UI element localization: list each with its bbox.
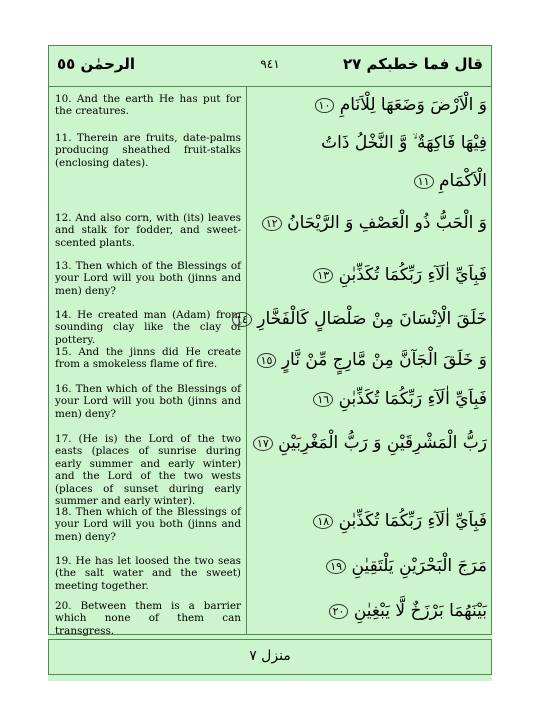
verse-text: فَبِاَيِّ اٰلَآءِ رَبِّكُمَا تُكَذِّبٰنِ	[338, 265, 487, 285]
translation-18: 18. Then which of the Blessings of your Lord will you both (jinns and men) deny?	[55, 506, 241, 543]
column-divider	[246, 87, 247, 634]
verse-text: فِيْهَا فَاكِهَةٌ ۙ وَّ النَّخْلُ ذَاتُ	[321, 133, 487, 153]
verse-number-marker: ١٢	[262, 216, 282, 231]
mushaf-page	[48, 45, 492, 681]
verse-text: فَبِاَيِّ اٰلَآءِ رَبِّكُمَا تُكَذِّبٰنِ	[338, 511, 487, 531]
translation-19: 19. He has let loosed the two seas (the salt water and the sweet) meeting together.	[55, 555, 241, 592]
verse-16	[253, 389, 487, 409]
translation-20: 20. Between them is a barrier which none of them can transgress.	[55, 600, 241, 637]
verse-10	[253, 95, 487, 115]
page-footer	[48, 639, 492, 675]
verses-panel	[48, 87, 492, 635]
verse-15	[253, 350, 487, 370]
verse-12	[253, 213, 487, 233]
translation-10: 10. And the earth He has put for the creatures.	[55, 93, 241, 118]
verse-number-marker: ١٧	[253, 436, 273, 451]
verse-number-marker: ١٦	[313, 392, 333, 407]
verse-20	[253, 601, 487, 621]
verse-number-marker: ١٩	[326, 559, 346, 574]
verse-number-marker: ١٠	[315, 98, 335, 113]
verse-number-marker: ١٤	[232, 312, 252, 327]
verse-text: وَ الْحَبُّ ذُو الْعَصْفِ وَ الرَّيْحَانُ	[287, 213, 487, 233]
verse-13	[253, 265, 487, 285]
verse-text: بَيْنَهُمَا بَرْزَخٌ لَّا يَبْغِيٰنِ	[353, 601, 487, 621]
translation-13: 13. Then which of the Blessings of your Lord will you both (jinns and men) deny?	[55, 260, 241, 297]
verse-text: فَبِاَيِّ اٰلَآءِ رَبِّكُمَا تُكَذِّبٰنِ	[338, 389, 487, 409]
translation-12: 12. And also corn, with (its) leaves and stalk for fodder, and sweet-scented plants.	[55, 212, 241, 249]
verse-17	[253, 433, 487, 453]
verse-text: الْاَكْمَامِ	[438, 171, 487, 191]
translation-11: 11. Therein are fruits, date-palms producing sheathed fruit-stalks (enclosing dates).	[55, 132, 241, 169]
verse-number-marker: ٢٠	[329, 604, 349, 619]
translation-15: 15. And the jinns did He create from a smokeless flame of fire.	[55, 346, 241, 371]
verse-text: مَرَجَ الْبَحْرَيْنِ يَلْتَقِيٰنِ	[351, 556, 487, 576]
verse-11	[253, 133, 487, 153]
verse-text: وَ خَلَقَ الْجَآنَّ مِنْ مَّارِجٍ مِّنْ نَّارٍ	[281, 350, 487, 370]
juz-name: قال فما خطبكم ٢٧	[343, 55, 483, 73]
surah-name: الرحمٰن ٥٥	[57, 55, 136, 73]
verse-number-marker: ١٨	[313, 514, 333, 529]
verse-14	[236, 309, 487, 329]
verse-number-marker: ١٣	[313, 268, 333, 283]
translation-17: 17. (He is) the Lord of the two easts (places of sunrise during early summer and early winter) and the Lord of the two wests (places of sunset during early summer and early winter).	[55, 433, 241, 508]
verse-number-marker: ١١	[414, 174, 434, 189]
page-header	[48, 45, 492, 87]
verse-11-cont	[253, 171, 487, 191]
verse-text: رَبُّ الْمَشْرِقَيْنِ وَ رَبُّ الْمَغْرِبَيْنِ	[278, 433, 487, 453]
translation-14: 14. He created man (Adam) from sounding clay like the clay of pottery.	[55, 309, 241, 346]
verse-18	[253, 511, 487, 531]
manzil-label: منزل ٧	[249, 648, 291, 664]
verse-text: خَلَقَ الْاِنْسَانَ مِنْ صَلْصَالٍ كَالْفَخَّارِ	[257, 309, 487, 329]
translation-16: 16. Then which of the Blessings of your Lord will you both (jinns and men) deny?	[55, 383, 241, 420]
verse-19	[253, 556, 487, 576]
verse-number-marker: ١٥	[257, 353, 277, 368]
verse-text: وَ الْاَرْضَ وَضَعَهَا لِلْاَنَامِ	[339, 95, 487, 115]
page-number: ٩٤١	[260, 57, 280, 71]
